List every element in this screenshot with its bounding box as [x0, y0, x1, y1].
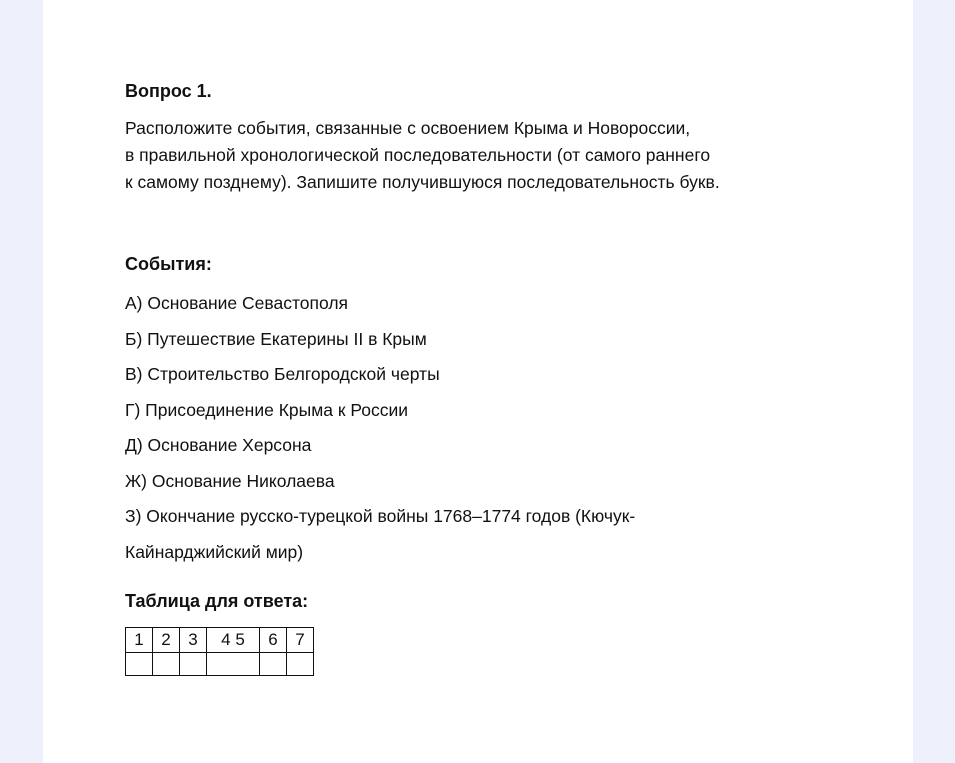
answer-input-cell[interactable]: [126, 653, 153, 676]
event-item-v: В) Строительство Белгородской черты: [125, 364, 440, 384]
event-item-g: Г) Присоединение Крыма к России: [125, 399, 409, 420]
document-page: [43, 0, 913, 763]
event-item-b: Б) Путешествие Екатерины II в Крым: [125, 328, 427, 349]
answer-header-cell: 1: [126, 628, 153, 653]
answer-input-cell[interactable]: [287, 653, 314, 676]
answer-input-cell[interactable]: [153, 653, 180, 676]
answer-header-cell: 4 5: [207, 628, 260, 653]
event-item-d: Д) Основание Херсона: [125, 435, 312, 455]
answer-table: [125, 627, 314, 676]
answer-input-cell[interactable]: [207, 653, 260, 676]
events-list: [125, 286, 885, 570]
answer-header-cell: 6: [260, 628, 287, 653]
answer-table-input-row: [126, 653, 314, 676]
answer-input-cell[interactable]: [180, 653, 207, 676]
question-content: [125, 78, 885, 676]
answer-input-cell[interactable]: [260, 653, 287, 676]
question-title: Вопрос 1.: [125, 81, 212, 101]
events-heading: События:: [125, 254, 212, 274]
answer-header-cell: 3: [180, 628, 207, 653]
answer-header-cell: 7: [287, 628, 314, 653]
answer-table-header-row: [126, 628, 314, 653]
event-item-a: А) Основание Севастополя: [125, 293, 349, 313]
event-item-zh: Ж) Основание Николаева: [125, 470, 335, 491]
event-item-z: З) Окончание русско-турецкой войны 1768–1774 годов (Кючук- Кайнарджийский мир): [125, 506, 636, 562]
answer-header-cell: 2: [153, 628, 180, 653]
answer-table-heading: Таблица для ответа:: [125, 591, 309, 611]
question-text: Расположите события, связанные с освоением Крыма и Новороссии, в правильной хронологической последовательности (от самого раннего к самому позднему). Запишите получившуюся последовательность букв.: [125, 118, 720, 192]
